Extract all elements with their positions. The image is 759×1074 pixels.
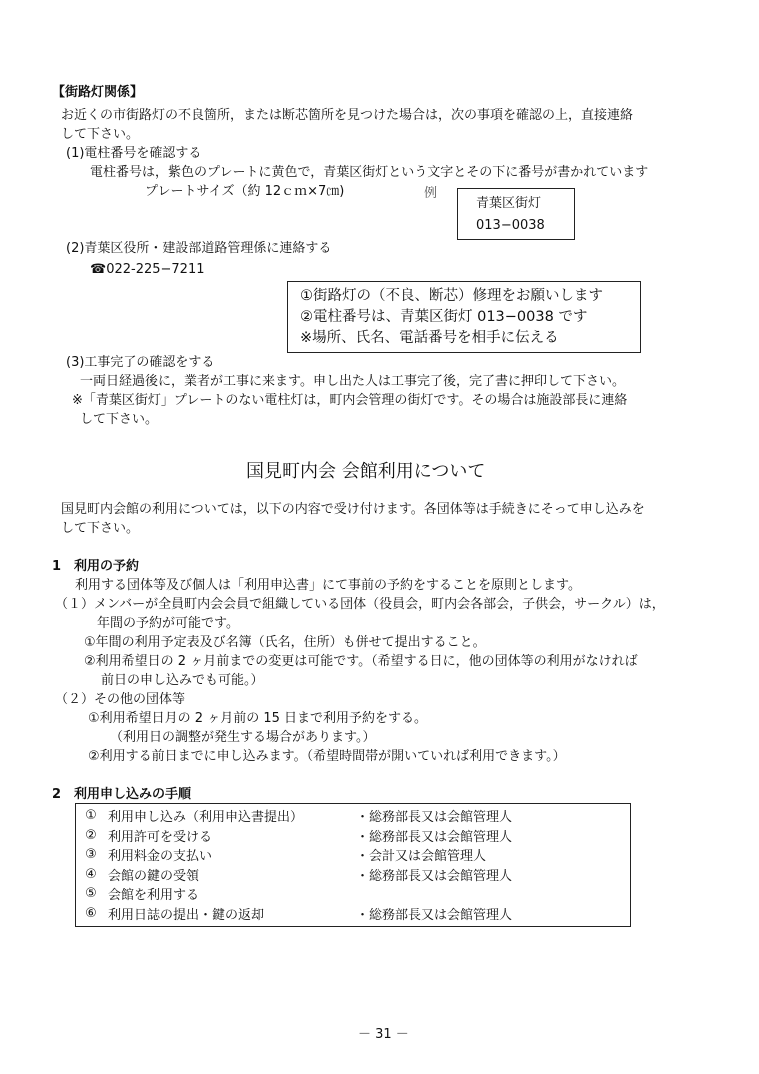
section1-p1-item2-a: ②利用希望日の 2 ヶ月前までの変更は可能です。（希望する日に，他の団体等の利用がなければ (84, 654, 638, 669)
section1-p1-item1: ①年間の利用予定表及び名簿（氏名，住所）も併せて提出すること。 (84, 635, 486, 650)
phone-script-line3: ※場所、氏名、電話番号を相手に伝える (300, 330, 559, 346)
procedure-row (78, 884, 586, 904)
phone-script-line2: ②電柱番号は、青葉区街灯 013−0038 です (300, 309, 588, 325)
procedure-step-number: ① (85, 808, 97, 824)
procedure-step-responsible: ・総務部長又は会館管理人 (356, 868, 513, 884)
streetlight-intro-line2: して下さい。 (61, 127, 140, 142)
procedure-step-responsible: ・会計又は会館管理人 (356, 849, 487, 865)
example-plate-line1: 青葉区街灯 (476, 196, 542, 211)
procedure-step-label: 利用許可を受ける (108, 829, 213, 845)
hall-intro-line2: して下さい。 (61, 521, 140, 536)
procedure-step-responsible: ・総務部長又は会館管理人 (356, 829, 513, 845)
note-line2: して下さい。 (80, 412, 159, 427)
section1-p2-item2: ②利用する前日までに申し込みます。（希望時間帯が開いていれば利用できます。） (88, 749, 566, 764)
section1-text: 利用する団体等及び個人は「利用申込書」にて事前の予約をすることを原則とします。 (75, 578, 581, 593)
procedure-row (78, 904, 586, 924)
step3-title: (3)工事完了の確認をする (66, 355, 215, 370)
procedure-step-label: 利用申し込み（利用申込書提出） (108, 810, 304, 826)
section1-p1-line-b: 年間の予約が可能です。 (97, 616, 239, 631)
procedure-step-number: ③ (85, 847, 97, 863)
phone-script-line1: ①街路灯の（不良、断芯）修理をお願いします (300, 288, 603, 304)
procedure-table (78, 806, 586, 923)
streetlight-intro-line1: お近くの市街路灯の不良箇所，または断芯箇所を見つけた場合は，次の事項を確認の上，直接連絡 (61, 108, 634, 123)
example-plate-box (457, 188, 575, 240)
example-plate-line2: 013−0038 (476, 218, 545, 233)
phone-script-box (287, 281, 641, 353)
hall-title: 国見町内会 会館利用について (246, 461, 486, 482)
procedure-step-label: 利用日誌の提出・鍵の返却 (108, 907, 265, 923)
procedure-step-responsible (356, 884, 586, 904)
procedure-step-number: ⑥ (85, 905, 97, 921)
procedure-step-responsible: ・総務部長又は会館管理人 (356, 907, 513, 923)
section2-title: 2 利用申し込みの手順 (52, 787, 192, 802)
example-label: 例 (424, 186, 438, 201)
procedure-step-number: ⑤ (85, 886, 97, 902)
section1-p2-item1: ①利用希望日月の 2 ヶ月前の 15 日まで利用予約をする。 (88, 711, 427, 726)
page-number: － 31 － (358, 1027, 409, 1042)
section1-p2-title: （２）その他の団体等 (55, 692, 186, 707)
procedure-row (78, 806, 586, 826)
hall-intro-line1: 国見町内会館の利用については，以下の内容で受け付けます。各団体等は手続きにそって申し込みを (61, 502, 645, 517)
note-line1: ※「青葉区街灯」プレートのない電柱灯は，町内会管理の街灯です。その場合は施設部長に連絡 (72, 393, 628, 408)
procedure-step-responsible: ・総務部長又は会館管理人 (356, 810, 513, 826)
procedure-step-label: 利用料金の支払い (108, 849, 213, 865)
section1-p2-item1-note: （利用日の調整が発生する場合があります。） (110, 730, 376, 745)
section1-p1-line-a: （１）メンバーが全員町内会会員で組織している団体（役員会，町内会各部会，子供会，サークル）は， (55, 597, 665, 612)
section1-title: 1 利用の予約 (52, 559, 140, 574)
procedure-box (75, 803, 631, 927)
step2-title: (2)青葉区役所・建設部道路管理係に連絡する (66, 241, 332, 256)
streetlight-heading: 【街路灯関係】 (52, 85, 144, 100)
procedure-row (78, 826, 586, 846)
procedure-step-label: 会館の鍵の受領 (108, 868, 200, 884)
procedure-step-label: 会館を利用する (108, 888, 200, 904)
step1-title: (1)電柱番号を確認する (66, 146, 202, 161)
section1-p1-item2-b: 前日の申し込みでも可能。） (101, 673, 264, 688)
procedure-row (78, 865, 586, 885)
procedure-row (78, 845, 586, 865)
procedure-step-number: ② (85, 827, 97, 843)
plate-size: プレートサイズ（約 12ｃｍ×7㎝) (145, 184, 345, 199)
step3-text: 一両日経過後に，業者が工事に来ます。申し出た人は工事完了後，完了書に押印して下さい。 (80, 374, 625, 389)
phone-number: ☎022-225−7211 (90, 262, 205, 277)
step1-text: 電柱番号は，紫色のプレートに黄色で，青葉区街灯という文字とその下に番号が書かれています (90, 165, 649, 180)
procedure-step-number: ④ (85, 866, 97, 882)
